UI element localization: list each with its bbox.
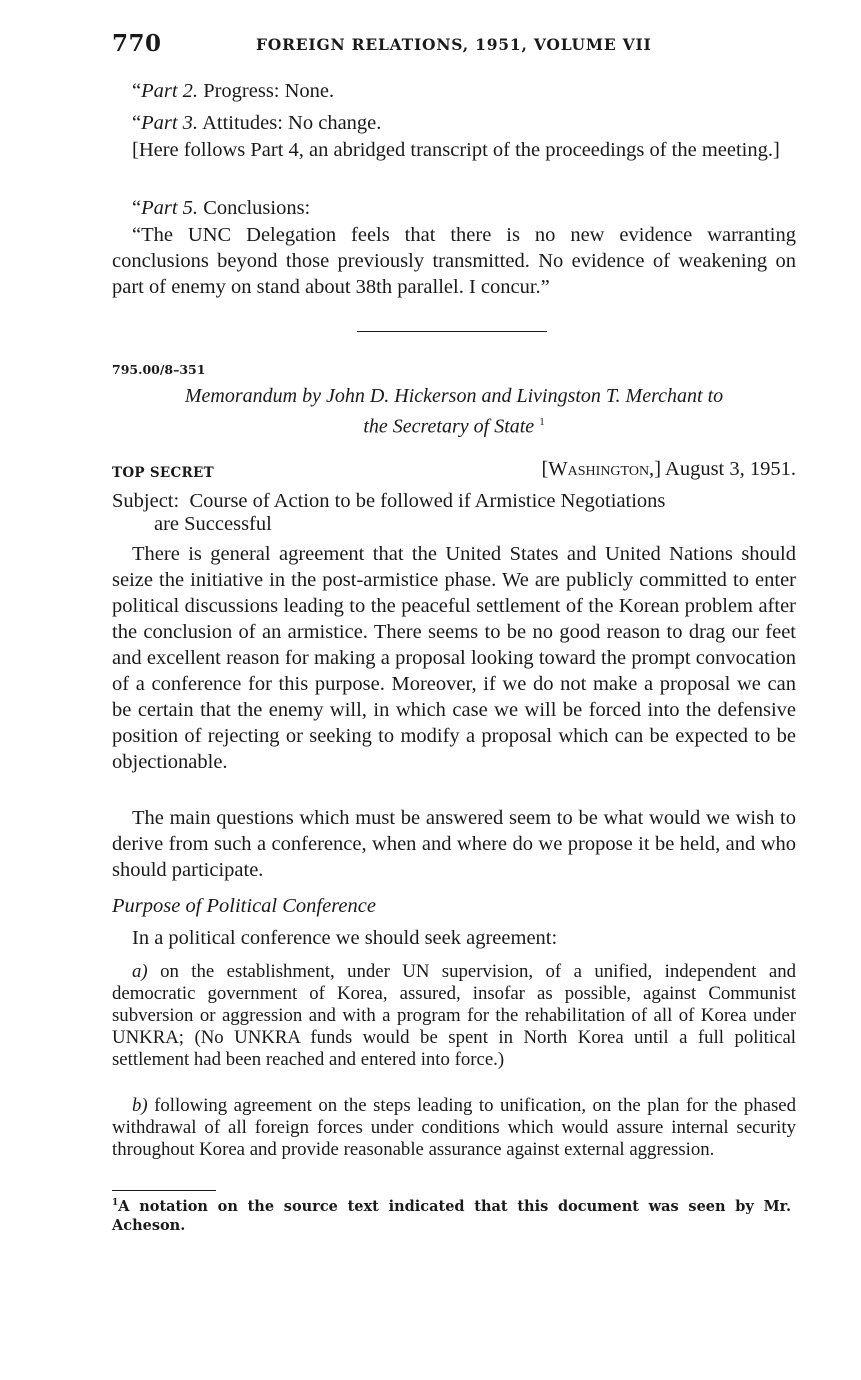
subject-text-1: Course of Action to be followed if Armistice Negotiations — [189, 490, 666, 512]
memo-title-recipient: the Secretary of State — [363, 415, 535, 438]
item-b-label: b) — [132, 1095, 148, 1116]
subject-line — [112, 488, 802, 537]
section-intro: In a political conference we should seek agreement: — [132, 927, 558, 949]
part-2-text: Progress: None. — [203, 80, 335, 102]
item-b-text: following agreement on the steps leading to unification, on the plan for the phased withdrawal of all foreign forces under conditions which would assure internal security throughout Korea and provide reasonable assurance against external aggression. — [112, 1095, 796, 1160]
item-b — [112, 1095, 796, 1161]
part-5-label: Part 5. — [141, 197, 199, 219]
report-part-2: “Part 2. Progress: None. — [132, 80, 335, 102]
running-title: FOREIGN RELATIONS, 1951, VOLUME VII — [256, 35, 652, 54]
report-part-5: “Part 5. Conclusions: — [132, 197, 311, 219]
dateline: [Washington,] August 3, 1951. — [541, 458, 796, 480]
part-3-label: Part 3. — [141, 112, 199, 134]
footnote — [112, 1194, 791, 1235]
file-code: 795.00/8–351 — [112, 362, 206, 377]
paragraph-1: There is general agreement that the United States and United Nations should seize the initiative in the post-armistice phase. We are publicly committed to enter political discussions leading to the peaceful settlement of the Korean problem after the conclusion of an armistice. There seems to be no good reason to drag our feet and excellent reason for making a proposal looking toward the prompt convocation of a conference for this purpose. Moreover, if we do not make a proposal we can be certain that the enemy will, in which case we will be forced into the defensive position of rejecting or seeking to modify a proposal which can be expected to be objectionable. — [112, 543, 796, 773]
item-a — [112, 961, 796, 1071]
subject-label: Subject: — [112, 490, 180, 512]
memo-title — [112, 383, 796, 440]
report-part-3: “Part 3. Attitudes: No change. — [132, 112, 382, 134]
classification: TOP SECRET — [112, 465, 214, 481]
section-heading: Purpose of Political Conference — [112, 895, 376, 917]
memo-title-line-2 — [112, 409, 796, 440]
footnote-divider — [112, 1190, 216, 1191]
item-a-label: a) — [132, 961, 148, 982]
part-5-text: Conclusions: — [203, 197, 311, 219]
editorial-note: [Here follows Part 4, an abridged transcript of the proceedings of the meeting.] — [132, 139, 780, 161]
place: Washington, — [548, 458, 655, 480]
footnote-number: 1 — [112, 1198, 119, 1208]
section-divider — [357, 331, 547, 332]
footnote-text: A notation on the source text indicated that this document was seen by Mr. Acheson. — [112, 1197, 791, 1234]
subject-text-2: are Successful — [154, 513, 272, 535]
paragraph-2: The main questions which must be answered seem to be what would we wish to derive from such a conference, when and where do we propose it be held, and who should participate. — [112, 807, 796, 881]
footnote-mark: 1 — [539, 416, 545, 428]
conclusion-quote: “The UNC Delegation feels that there is no new evidence warranting conclusions beyond those previously transmitted. No evidence of weakening on part of enemy on stand about 38th parallel. I concur.” — [112, 224, 796, 298]
date: August 3, 1951. — [665, 458, 796, 480]
item-a-text: on the establishment, under UN supervision, of a unified, independent and democratic government of Korea, assured, insofar as possible, against Communist subversion or aggression and with a program for the rehabilitation of all of Korea under UNKRA; (No UNKRA funds would be spent in North Korea until a full political settlement had been reached and entered into force.) — [112, 961, 796, 1070]
part-2-label: Part 2. — [141, 80, 199, 102]
memo-title-line-1: Memorandum by John D. Hickerson and Livingston T. Merchant to — [184, 385, 724, 407]
part-3-text: Attitudes: No change. — [202, 112, 382, 134]
page-number: 770 — [112, 30, 162, 57]
